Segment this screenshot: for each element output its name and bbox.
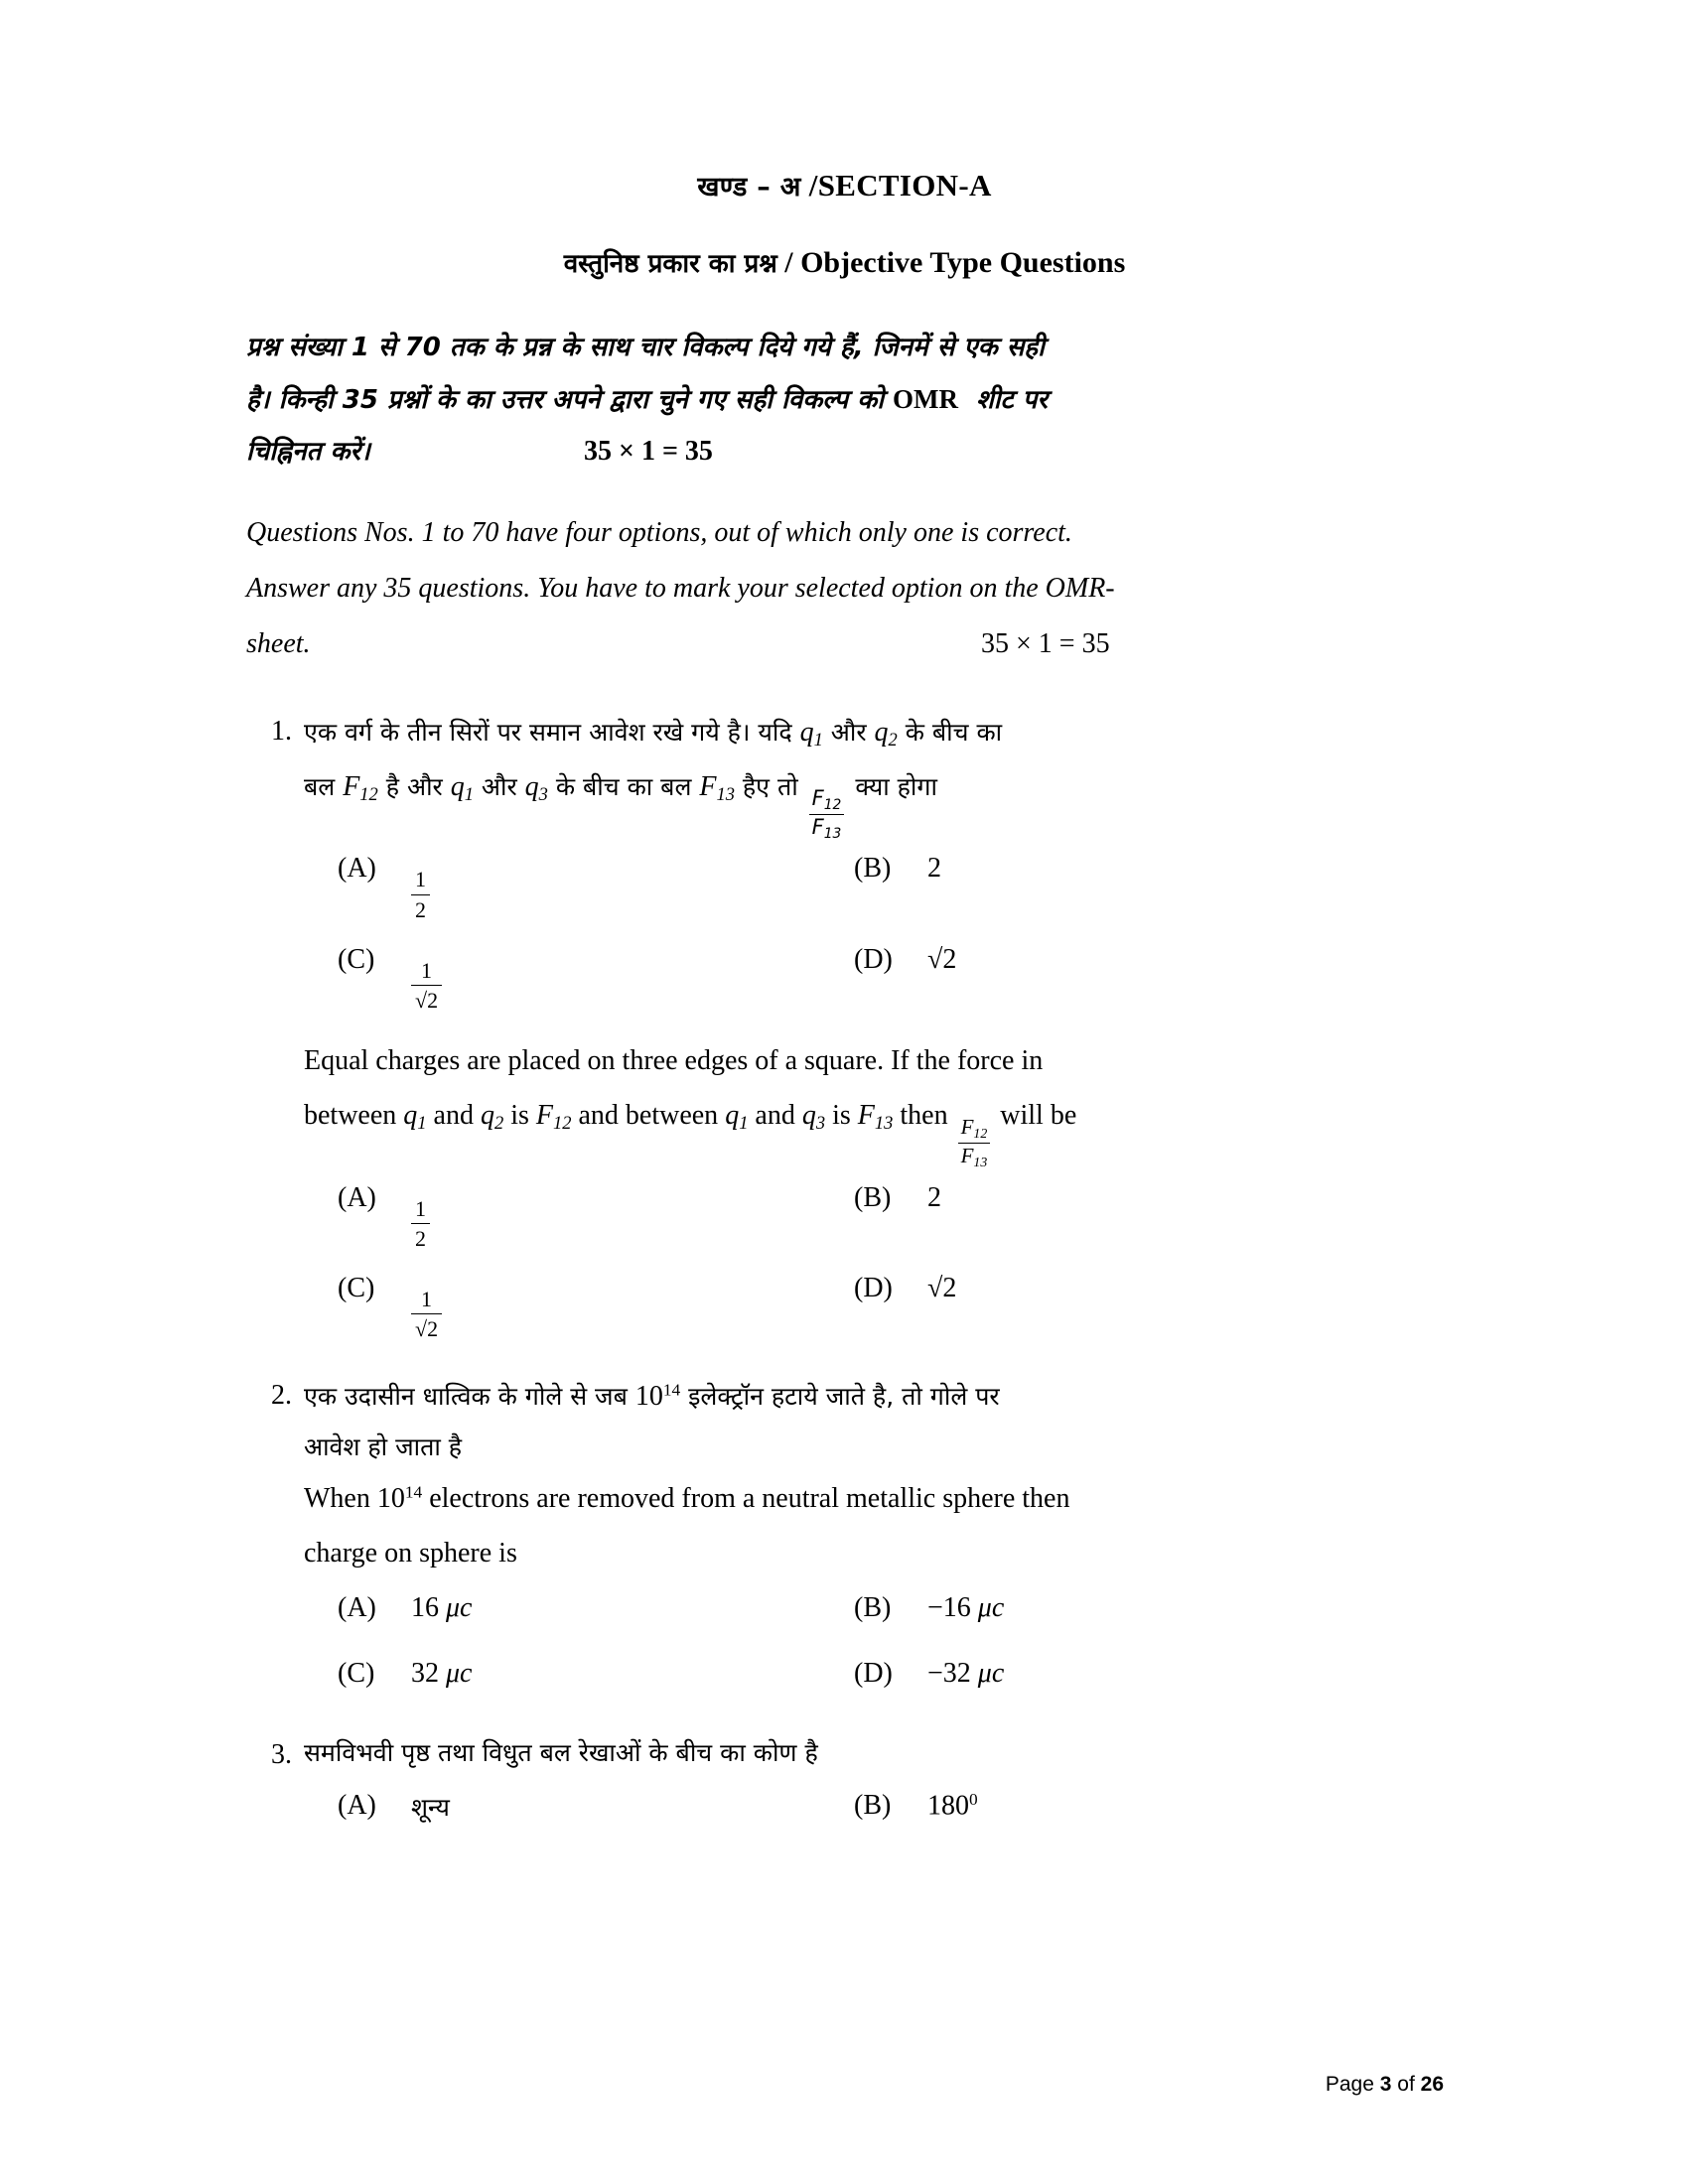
marks-english: 35 × 1 = 35: [981, 628, 1110, 660]
q1-sym-q-b: q: [874, 717, 889, 749]
option-B[interactable]: [854, 1592, 1370, 1624]
q2-english-power: [377, 1483, 422, 1514]
q1-hi-frac-den-base: F: [811, 814, 824, 839]
option-D[interactable]: [854, 1658, 1370, 1690]
option-D-number: −32: [927, 1658, 971, 1690]
option-A[interactable]: [338, 1592, 854, 1624]
option-D-value: √2: [927, 1273, 957, 1304]
option-D-value: √2: [927, 943, 957, 975]
q1-en-frac-num-sub: 12: [973, 1125, 988, 1141]
question-2-english-line-1: [304, 1472, 1443, 1527]
omr-label: OMR: [893, 383, 958, 414]
option-row: [338, 1182, 1443, 1251]
q1-hi-and-2: और: [481, 771, 517, 801]
question-list: [246, 706, 1443, 1855]
question-1-hindi-line-1: [304, 706, 1443, 760]
q1-en-text-g: then: [900, 1099, 948, 1131]
question-1-english-line-2: [304, 1089, 1443, 1170]
option-C-number: 32: [411, 1658, 439, 1690]
q1-en-text-e: and: [755, 1099, 795, 1131]
q1-en-text-a: between: [304, 1099, 397, 1131]
option-A-key: (A): [338, 853, 376, 885]
q1-en-text-f: is: [832, 1099, 851, 1131]
question-1: [246, 706, 1443, 1364]
option-D-unit: μc: [977, 1658, 1005, 1690]
option-C-den: √2: [415, 988, 439, 1014]
q2-hindi-power: [635, 1381, 680, 1412]
instructions-hindi-line-2-part-a: है। किन्ही 35 प्रश्नों के का उत्तर अपने द्वारा चुने गए सही विकल्प को: [246, 384, 884, 415]
option-A-unit: μc: [446, 1592, 473, 1624]
objective-heading-separator: /: [784, 246, 793, 280]
q1-hi-text-g: क्या होगा: [855, 771, 937, 801]
question-2-options: [338, 1592, 1443, 1702]
q1-en-symbol-F13: $F_{13}$: [857, 1099, 894, 1134]
q1-sym-q-a: q: [799, 717, 814, 749]
question-1-english-options: [338, 1182, 1443, 1342]
q1-en-frac-num-base: F: [960, 1115, 974, 1140]
option-D-key: (D): [854, 1273, 893, 1304]
q1-symbol-q2: [874, 717, 898, 751]
q1-en-symbol-q1: $q_1$: [403, 1099, 427, 1134]
footer-total-pages: 26: [1420, 2073, 1444, 2096]
option-B[interactable]: [854, 1182, 1370, 1214]
option-C-den: √2: [415, 1316, 439, 1342]
q1-hi-frac-den-sub: 13: [823, 825, 842, 842]
q1-hi-text-f: हैए तो: [742, 771, 798, 801]
option-C-key: (C): [338, 943, 375, 975]
q1-hi-text-e: के बीच का बल: [555, 771, 692, 801]
question-2-hindi-line-1: [304, 1370, 1443, 1425]
q1-sym-q-d: q: [524, 770, 539, 802]
option-C-fraction: [411, 1287, 442, 1342]
option-B-key: (B): [854, 853, 892, 885]
question-1-number: 1.: [271, 716, 292, 748]
option-B[interactable]: [854, 853, 1370, 885]
footer-page-number: 3: [1379, 2073, 1392, 2096]
instructions-hindi-line-3: [246, 425, 1443, 479]
option-A-num: 1: [411, 867, 430, 894]
option-B-number: 180: [927, 1790, 969, 1822]
q1-symbol-F13: [699, 771, 735, 802]
option-C-fraction: [411, 958, 442, 1014]
q1-hi-and-1: और: [830, 718, 867, 748]
q1-en-frac-num: [958, 1116, 991, 1144]
q1-sym-F-b-sub: 13: [716, 783, 735, 804]
option-A-value: [411, 1592, 472, 1624]
q1-hi-text-b: के बीच का: [905, 718, 1003, 748]
option-A-key: (A): [338, 1592, 376, 1624]
option-C[interactable]: [338, 1273, 854, 1341]
option-A[interactable]: [338, 1790, 854, 1824]
option-B[interactable]: [854, 1790, 1370, 1823]
option-A-key: (A): [338, 1181, 376, 1213]
section-heading: [246, 169, 1443, 203]
q1-en-frac-den-sub: 13: [973, 1154, 988, 1169]
q2-hi-power-exp: 14: [662, 1380, 681, 1400]
question-1-hindi-line-2: [304, 760, 1443, 842]
q1-hindi-force-ratio-fraction: [809, 787, 845, 842]
q1-en-symbol-q3: $q_3$: [801, 1099, 826, 1134]
instructions-english-line-3-text: sheet.: [246, 628, 311, 660]
q1-symbol-F12: [343, 771, 378, 802]
option-B-value: 2: [927, 1181, 941, 1213]
option-row: [338, 1658, 1443, 1702]
option-A-key: (A): [338, 1789, 376, 1821]
q1-en-symbol-q2: $q_2$: [480, 1099, 504, 1134]
q2-hi-power-base: 10: [634, 1380, 663, 1412]
instructions-english-line-2: Answer any 35 questions. You have to mark your selected option on the OMR-: [246, 573, 1115, 605]
question-2: [246, 1370, 1443, 1724]
q1-en-symbol-F12: $F_{12}$: [535, 1099, 572, 1134]
option-C-key: (C): [338, 1658, 375, 1690]
q1-symbol-q1b: [451, 771, 474, 802]
q1-english-force-ratio-fraction: [958, 1116, 991, 1170]
q1-en-symbol-q1b: $q_1$: [725, 1099, 749, 1134]
option-B-unit: μc: [977, 1592, 1005, 1624]
instructions-hindi-line-2: [246, 373, 1443, 426]
question-2-number: 2.: [271, 1379, 292, 1411]
q1-hi-text-c: बल: [304, 771, 336, 801]
objective-heading-english: Objective Type Questions: [800, 246, 1126, 280]
instructions-hindi-line-3-text: चिह्निनत करें।: [246, 437, 370, 468]
q2-en-power-exp: 14: [404, 1482, 423, 1502]
option-B-key: (B): [854, 1181, 892, 1213]
q1-symbol-q1: [799, 717, 823, 751]
page-content: [246, 169, 1443, 1861]
page-footer: [1326, 2073, 1444, 2097]
q1-en-frac-den-base: F: [960, 1143, 974, 1167]
question-2-hindi-line-2: आवेश हो जाता है: [304, 1433, 463, 1462]
option-C-unit: μc: [446, 1658, 473, 1690]
option-D[interactable]: [854, 1273, 1370, 1304]
option-row: [338, 853, 1443, 921]
question-3-number: 3.: [271, 1739, 292, 1771]
q2-hi-text-a: एक उदासीन धात्विक के गोले से जब: [304, 1381, 628, 1411]
q1-sym-F-b: F: [699, 770, 717, 802]
option-row: [338, 1592, 1443, 1636]
option-C-num: 1: [411, 1287, 442, 1314]
option-A[interactable]: [338, 853, 854, 921]
instructions-english-line-1: Questions Nos. 1 to 70 have four options, out of which only one is correct.: [246, 517, 1072, 549]
q1-en-frac-den: [958, 1144, 991, 1170]
q1-sym-q-c: q: [450, 770, 465, 802]
option-A-value: [411, 853, 430, 921]
section-heading-hindi: खण्ड – अ: [697, 172, 801, 203]
q1-hi-frac-num: [809, 787, 845, 815]
question-3: [246, 1729, 1443, 1855]
question-1-hindi-options: [338, 853, 1443, 1013]
option-C[interactable]: [338, 944, 854, 1013]
marks-hindi: 35 × 1 = 35: [584, 436, 713, 468]
option-D[interactable]: [854, 944, 1370, 976]
footer-prefix: Page: [1325, 2073, 1374, 2096]
instructions-hindi: [246, 323, 1443, 479]
q1-hi-text-a: एक वर्ग के तीन सिरों पर समान आवेश रखे गये है। यदि: [304, 718, 792, 748]
option-B-degree: 0: [969, 1789, 978, 1809]
objective-heading-hindi: वस्तुनिष्ठ प्रकार का प्रश्न: [563, 249, 777, 280]
q1-sym-q-d-sub: 3: [538, 783, 548, 804]
q2-en-text-b: electrons are removed from a neutral metallic sphere then: [429, 1483, 1070, 1514]
q1-sym-F-a: F: [343, 770, 360, 802]
instructions-english: [246, 505, 1443, 672]
q1-hi-frac-den: [809, 815, 845, 842]
option-A-fraction: [411, 867, 430, 922]
instructions-hindi-line-2-part-b: शीट पर: [976, 384, 1049, 415]
q1-sym-q-c-sub: 1: [464, 783, 474, 804]
option-B-key: (B): [854, 1592, 892, 1624]
option-B-value: 2: [927, 853, 941, 885]
option-A-value: शून्य: [411, 1792, 450, 1822]
q1-en-text-c: is: [510, 1099, 529, 1131]
q1-sym-q-b-sub: 2: [888, 730, 898, 751]
option-C-value: [411, 1658, 472, 1690]
objective-type-heading: [246, 246, 1443, 279]
q1-symbol-q3: [525, 771, 548, 802]
option-D-value: [927, 1658, 1004, 1690]
q2-en-text-a: When: [304, 1483, 370, 1514]
section-heading-english: SECTION-A: [817, 168, 992, 203]
option-B-number: −16: [927, 1592, 971, 1624]
option-A-den: 2: [415, 1225, 426, 1251]
option-B-value: [927, 1592, 1004, 1624]
q1-en-text-h: will be: [1000, 1099, 1077, 1131]
option-C-value: [411, 944, 442, 1013]
question-3-options: [338, 1790, 1443, 1834]
q1-hi-frac-num-sub: 12: [823, 796, 842, 813]
option-A[interactable]: [338, 1182, 854, 1251]
option-C[interactable]: [338, 1658, 854, 1690]
option-B-value: [927, 1790, 978, 1823]
footer-middle: of: [1397, 2073, 1415, 2096]
q1-en-text-b: and: [433, 1099, 474, 1131]
option-A-den: 2: [415, 896, 426, 922]
instructions-english-line-3: [246, 616, 1443, 672]
question-3-hindi-line-1: समविभवी पृष्ठ तथा विधुत बल रेखाओं के बीच का कोण है: [304, 1738, 818, 1768]
option-D-key: (D): [854, 1658, 893, 1690]
option-A-value: [411, 1182, 430, 1251]
q1-sym-F-a-sub: 12: [359, 783, 378, 804]
instructions-hindi-line-1: प्रश्न संख्या 1 से 70 तक के प्रन्न के साथ चार विकल्प दिये गये हैं, जिनमें से एक सही: [246, 333, 1045, 363]
option-C-key: (C): [338, 1273, 375, 1304]
question-1-english-line-1: Equal charges are placed on three edges of a square. If the force in: [304, 1045, 1044, 1077]
q1-en-text-d: and between: [578, 1099, 719, 1131]
q2-hi-text-b: इलेक्ट्रॉन हटाये जाते है, तो गोले पर: [688, 1381, 1000, 1411]
option-row: [338, 1273, 1443, 1341]
q1-hi-frac-num-base: F: [811, 785, 824, 810]
q2-en-power-base: 10: [376, 1483, 405, 1514]
option-row: [338, 944, 1443, 1013]
option-C-num: 1: [411, 958, 442, 986]
option-A-number: 16: [411, 1592, 439, 1624]
option-B-key: (B): [854, 1789, 892, 1821]
option-A-num: 1: [411, 1196, 430, 1224]
q1-hi-text-d: है और: [385, 771, 443, 801]
option-C-value: [411, 1273, 442, 1341]
section-heading-separator: /: [808, 168, 818, 203]
option-D-key: (D): [854, 943, 893, 975]
option-row: [338, 1790, 1443, 1834]
q1-sym-q-a-sub: 1: [813, 730, 823, 751]
option-A-fraction: [411, 1196, 430, 1252]
question-2-english-line-2: charge on sphere is: [304, 1537, 517, 1569]
